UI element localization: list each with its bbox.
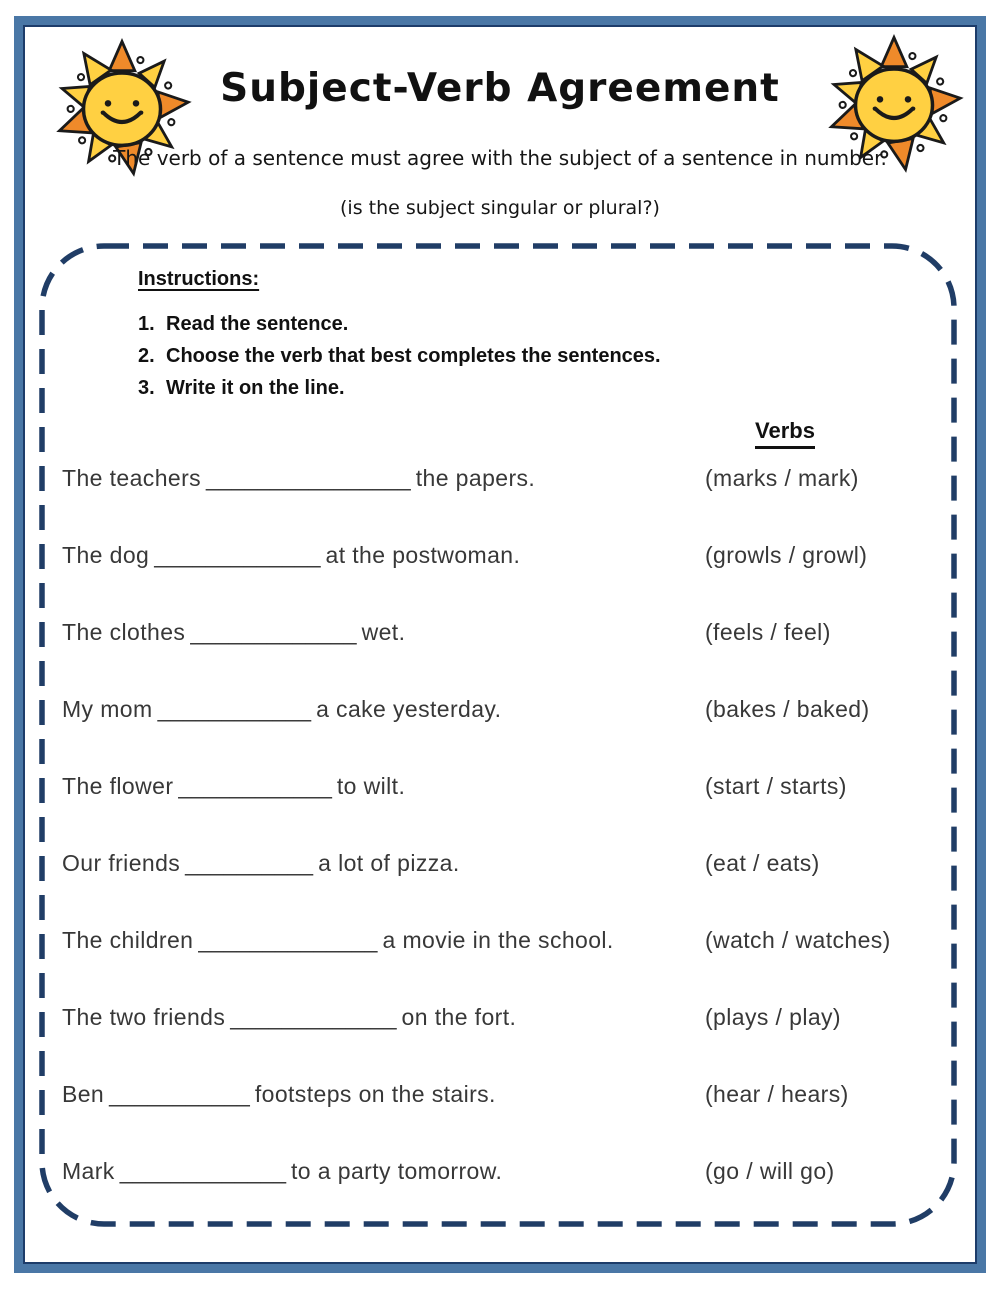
exercise-sentence	[62, 773, 705, 800]
exercise-sentence	[62, 850, 705, 877]
sentence-before: The children	[62, 927, 194, 953]
worksheet-subtitle: The verb of a sentence must agree with the subject of a sentence in number.	[113, 146, 887, 170]
instructions-list	[138, 313, 945, 400]
exercise-row	[62, 850, 945, 877]
verb-options: (growls / growl)	[705, 542, 868, 568]
answer-blank[interactable]: ____________	[157, 696, 312, 722]
answer-blank[interactable]: ________________	[206, 465, 411, 491]
sentence-after: footsteps on the stairs.	[254, 1081, 496, 1107]
exercise-row	[62, 1158, 945, 1185]
answer-blank[interactable]: _____________	[230, 1004, 397, 1030]
sentence-after: at the postwoman.	[325, 542, 521, 568]
verbs-header-row	[62, 418, 945, 449]
exercise-row	[62, 773, 945, 800]
sentence-before: Our friends	[62, 850, 181, 876]
exercise-row	[62, 696, 945, 723]
worksheet-subtitle-question: (is the subject singular or plural?)	[340, 197, 660, 219]
sentence-before: The teachers	[62, 465, 202, 491]
sentence-before: The clothes	[62, 619, 186, 645]
exercise-row	[62, 1004, 945, 1031]
exercise-sentence	[62, 1158, 705, 1185]
answer-blank[interactable]: ____________	[178, 773, 332, 799]
sentence-after: a movie in the school.	[382, 927, 614, 953]
answer-blank[interactable]: ______________	[198, 927, 378, 953]
sentence-after: a lot of pizza.	[318, 850, 460, 876]
instruction-number: 3.	[138, 377, 155, 399]
verb-options: (start / starts)	[705, 773, 847, 799]
instruction-text: Write it on the line.	[166, 377, 345, 399]
exercise-row	[62, 542, 945, 569]
sentence-before: The flower	[62, 773, 174, 799]
instruction-item	[138, 345, 945, 368]
instruction-text: Choose the verb that best completes the sentences.	[166, 345, 661, 367]
sentence-before: Mark	[62, 1158, 115, 1184]
verbs-heading: Verbs	[755, 418, 815, 449]
answer-blank[interactable]: _____________	[119, 1158, 287, 1184]
exercise-sentence	[62, 542, 705, 569]
verb-options: (plays / play)	[705, 1004, 841, 1030]
answer-blank[interactable]: _____________	[190, 619, 357, 645]
instruction-number: 2.	[138, 345, 155, 367]
sentence-after: to a party tomorrow.	[291, 1158, 503, 1184]
sentence-before: My mom	[62, 696, 153, 722]
sentence-after: the papers.	[415, 465, 536, 491]
sentence-before: The dog	[62, 542, 150, 568]
verb-options: (hear / hears)	[705, 1081, 849, 1107]
exercise-sentence	[62, 619, 705, 646]
exercise-row	[62, 1081, 945, 1108]
answer-blank[interactable]: _____________	[154, 542, 321, 568]
sentence-after: a cake yesterday.	[316, 696, 502, 722]
verb-options: (go / will go)	[705, 1158, 835, 1184]
exercise-row	[62, 927, 945, 954]
instructions-section	[138, 268, 945, 400]
exercise-sentence	[62, 465, 705, 492]
exercise-sentence	[62, 696, 705, 723]
verb-options: (marks / mark)	[705, 465, 859, 491]
sentence-after: on the fort.	[401, 1004, 517, 1030]
exercise-list	[62, 465, 945, 1185]
exercise-sentence	[62, 1081, 705, 1108]
exercise-box	[38, 242, 958, 1228]
sentence-after: wet.	[361, 619, 406, 645]
verb-options: (watch / watches)	[705, 927, 891, 953]
exercise-row	[62, 465, 945, 492]
instruction-number: 1.	[138, 313, 155, 335]
instruction-text: Read the sentence.	[166, 313, 349, 335]
exercise-sentence	[62, 1004, 705, 1031]
exercise-sentence	[62, 927, 705, 954]
instructions-heading: Instructions:	[138, 268, 260, 290]
exercise-row	[62, 619, 945, 646]
sentence-before: The two friends	[62, 1004, 226, 1030]
sentence-after: to wilt.	[336, 773, 406, 799]
instruction-item	[138, 377, 945, 400]
verb-options: (feels / feel)	[705, 619, 831, 645]
sentence-before: Ben	[62, 1081, 105, 1107]
answer-blank[interactable]: __________	[185, 850, 314, 876]
worksheet-title: Subject-Verb Agreement	[220, 66, 780, 111]
instruction-item	[138, 313, 945, 336]
verb-options: (bakes / baked)	[705, 696, 870, 722]
answer-blank[interactable]: ___________	[109, 1081, 250, 1107]
verb-options: (eat / eats)	[705, 850, 820, 876]
